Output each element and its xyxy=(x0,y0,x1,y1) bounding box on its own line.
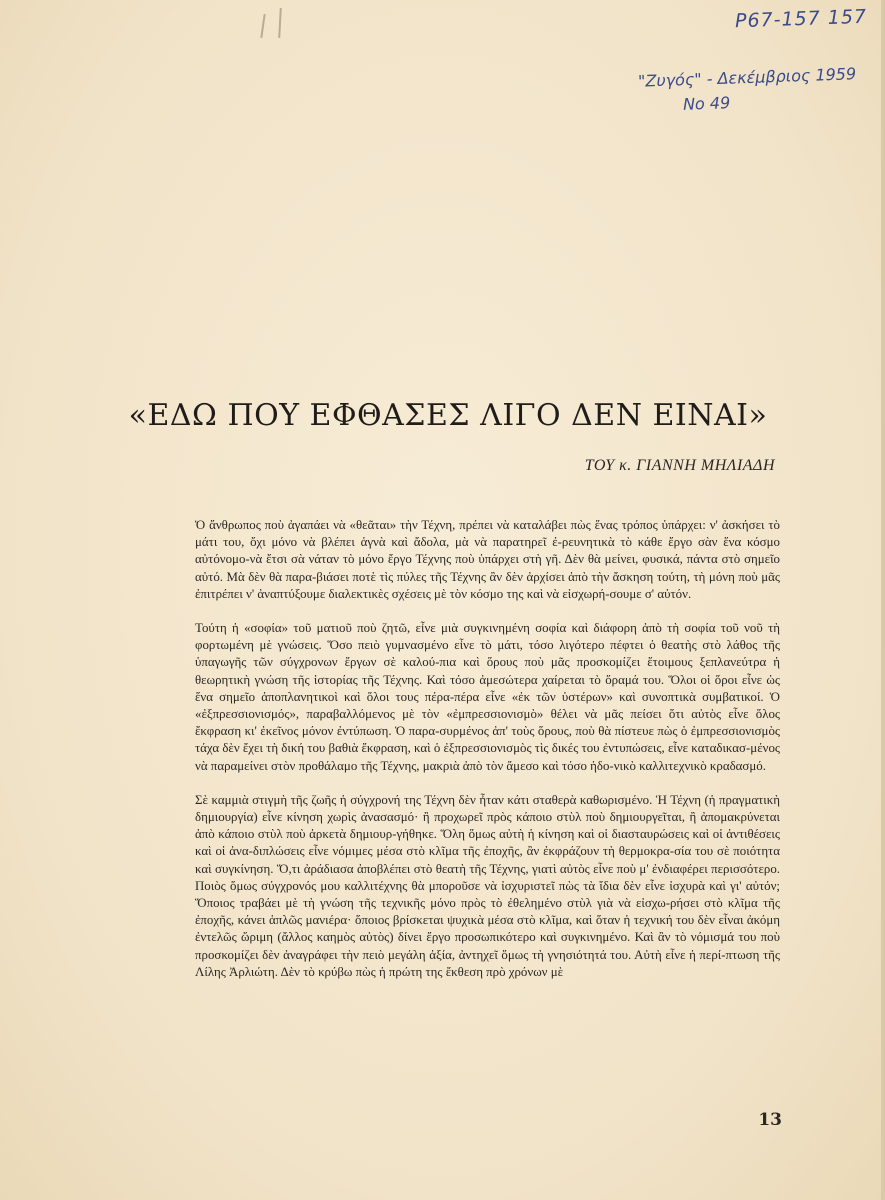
page-edge xyxy=(881,0,885,1200)
article-paragraph: Ὁ ἄνθρωπος ποὺ ἀγαπάει νὰ «θεᾶται» τὴν Τέχνη, πρέπει νὰ καταλάβει πὼς ἕνας τρόπος ὑπάρχει: ν' ἀσκήσει τὸ μάτι του, ὄχι μόνο νὰ βλέπει ἁγνὰ καὶ ἄδολα, μὰ νὰ παρατηρεῖ ἐ-ρευνητικὰ τὸ κάθε ἔργο σὰν ἕνα κόσμο αὐτόνομο-νὰ ἔτσι σὰ νάταν τὸ μόνο ἔργο Τέχνης ποὺ ὑπάρχει στὴ γῆ. Δὲν θὰ μείνει, φυσικά, πάντα στὸ σημεῖο αὐτό. Μὰ δὲν θὰ παρα-βιάσει ποτὲ τὶς πύλες τῆς Τέχνης ἂν δὲν ἀρχίσει ἀπὸ τὴν ἄσκηση τούτη, τὴ μόνη ποὺ μᾶς ἐπιτρέπει ν' ἀναπτύξουμε διαλεκτικὲς σχέσεις μὲ τὸν κόσμο της καὶ νὰ εἰσχωρή-σουμε σ' αὐτόν. xyxy=(195,518,780,601)
pencil-mark xyxy=(260,14,265,38)
pencil-mark xyxy=(278,8,282,38)
article-title: «ΕΔΩ ΠΟΥ ΕΦΘΑΣΕΣ ΛΙΓΟ ΔΕΝ ΕΙΝΑΙ» xyxy=(128,398,768,433)
article-paragraph: Σὲ καμμιὰ στιγμὴ τῆς ζωῆς ἡ σύγχρονή της Τέχνη δὲν ἦταν κάτι σταθερὰ καθωρισμένο. Ἡ Τέχνη (ἡ πραγματικὴ δημιουργία) εἶνε κίνηση χωρὶς ἀνασασμό· ἢ προχωρεῖ πρὸς κάποιο στὺλ ποὺ δημιουργεῖται, ἢ ἀπομακρύνεται ἀπὸ κάποιο στὺλ ποὺ ἀρκετὰ δημιουρ-γήθηκε. Ὅλη ὅμως αὐτὴ ἡ κίνηση καὶ οἱ διασταυρώσεις καὶ οἱ ἀντιθέσεις καὶ οἱ ἀνα-διπλώσεις εἶνε νόμιμες μέσα στὸ κλῖμα τῆς ἐποχῆς, ἂν ἐκφράζουν τὴ θερμοκρα-σία του σὲ ποιότητα καὶ συγκίνηση. Ὅ,τι ἀράδιασα ἀποβλέπει στὸ θεατὴ τῆς Τέχνης, γιατὶ αὐτὸς εἶνε ποὺ μ' ἐνδιαφέρει περισσότερο. Ποιὸς ὅμως σύγχρονός μου καλλιτέχνης θὰ μποροῦσε νὰ ἰσχυριστεῖ πὼς τὰ ἴδια δὲν εἶνε ἰσχυρὰ καὶ γι' αὐτόν; Ὅποιος τραβάει μὲ τὴ γνώση τῆς τεχνικῆς μόνο πρὸς τὸ ἐθελημένο στὺλ γιὰ νὰ εἰσχω-ρήσει στὸ κλῖμα τῆς ἐποχῆς, κάνει ἁπλῶς μανιέρα· ὅποιος βρίσκεται ψυχικὰ μέσα στὸ κλῖμα, καὶ ὅταν ἡ τεχνική του δὲν εἶναι ἀκόμη ἐντελῶς ὥριμη (ἄλλος καημὸς αὐτὸς) δίνει ἔργο προσωπικότερο καὶ συγκινημένο. Καὶ ἂν τὸ νόμισμά του ποὺ προσκομίζει δὲν ἀναγράφει τὴν πειὸ μεγάλη ἀξία, ἀντηχεῖ ὅμως τὴ γνησιότητά του. Αὐτὴ εἶνε ἡ περί-πτωση τῆς Λίλης Ἀρλιώτη. Δὲν τὸ κρύβω πὼς ἡ πρώτη της ἔκθεση πρὸ χρόνων μὲ xyxy=(195,792,780,979)
handwritten-source-note: "Ζυγός" - Δεκέμβριος 1959 xyxy=(637,64,857,91)
handwritten-issue-number: Νο 49 xyxy=(682,93,731,114)
article-paragraph: Τούτη ἡ «σοφία» τοῦ ματιοῦ ποὺ ζητῶ, εἶνε μιὰ συγκινημένη σοφία καὶ διάφορη ἀπὸ τὴ σοφία τοῦ νοῦ τὴ φορτωμένη μὲ γνώσεις. Ὅσο πειὸ γυμνασμένο εἶνε τὸ μάτι, τόσο λιγότερο πέφτει ὁ θεατὴς στὸ λάθος τῆς ὑπαγωγῆς τῶν σύγχρονων ἔργων σὲ καλού-πια καὶ ὅρους ποὺ μᾶς προσκομίζει ἕτοιμους ξεπλανεύτρα ἡ θεωρητικὴ γνώση τῆς ἱστορίας τῆς Τέχνης. Καὶ τόσο ἀμεσώτερα χαίρεται τὸ ὅραμά του. Ὅλοι οἱ ὅροι εἶνε ὡς ἕνα σημεῖο ἀποπλανητικοὶ καὶ ὅλοι τους πέρα-πέρα εἶνε «ἐκ τῶν ὑστέρων» καὶ συνοπτικὰ συμβατικοί. Ὁ «ἐξπρεσσιονισμός», παραβαλλόμενος μὲ τὸν «ἐμπρεσσιονισμὸ» θέλει νὰ μᾶς πείσει ὅτι αὐτὸς εἶνε ὅλος ἔκφραση κι' ἐκεῖνος μόνον ἐντύπωση. Ὁ παρα-συρμένος ἀπ' τοὺς ὅρους, ποὺ θὰ πίστευε πὼς ὁ ἐμπρεσσιονισμὸς τάχα δὲν ἔχει τὴ δική του βαθιὰ ἔκφραση, καὶ ὁ ἐξπρεσσιονισμὸς τὶς δικές του ἐντυπώσεις, εἶνε καταδικασ-μένος νὰ παραμείνει στὸν προθάλαμο τῆς Τέχνης, μακριὰ ἀπὸ τὸν ἄμεσο καὶ τόσο ἡδο-νικὸ καλλιτεχνικὸ κραδασμό. xyxy=(195,621,780,773)
article-body xyxy=(195,517,780,981)
article-byline: ΤΟΥ κ. ΓΙΑΝΝΗ ΜΗΛΙΑΔΗ xyxy=(584,457,775,474)
handwritten-reference: Ρ67-157 157 xyxy=(734,5,868,33)
page-number: 13 xyxy=(758,1110,782,1130)
